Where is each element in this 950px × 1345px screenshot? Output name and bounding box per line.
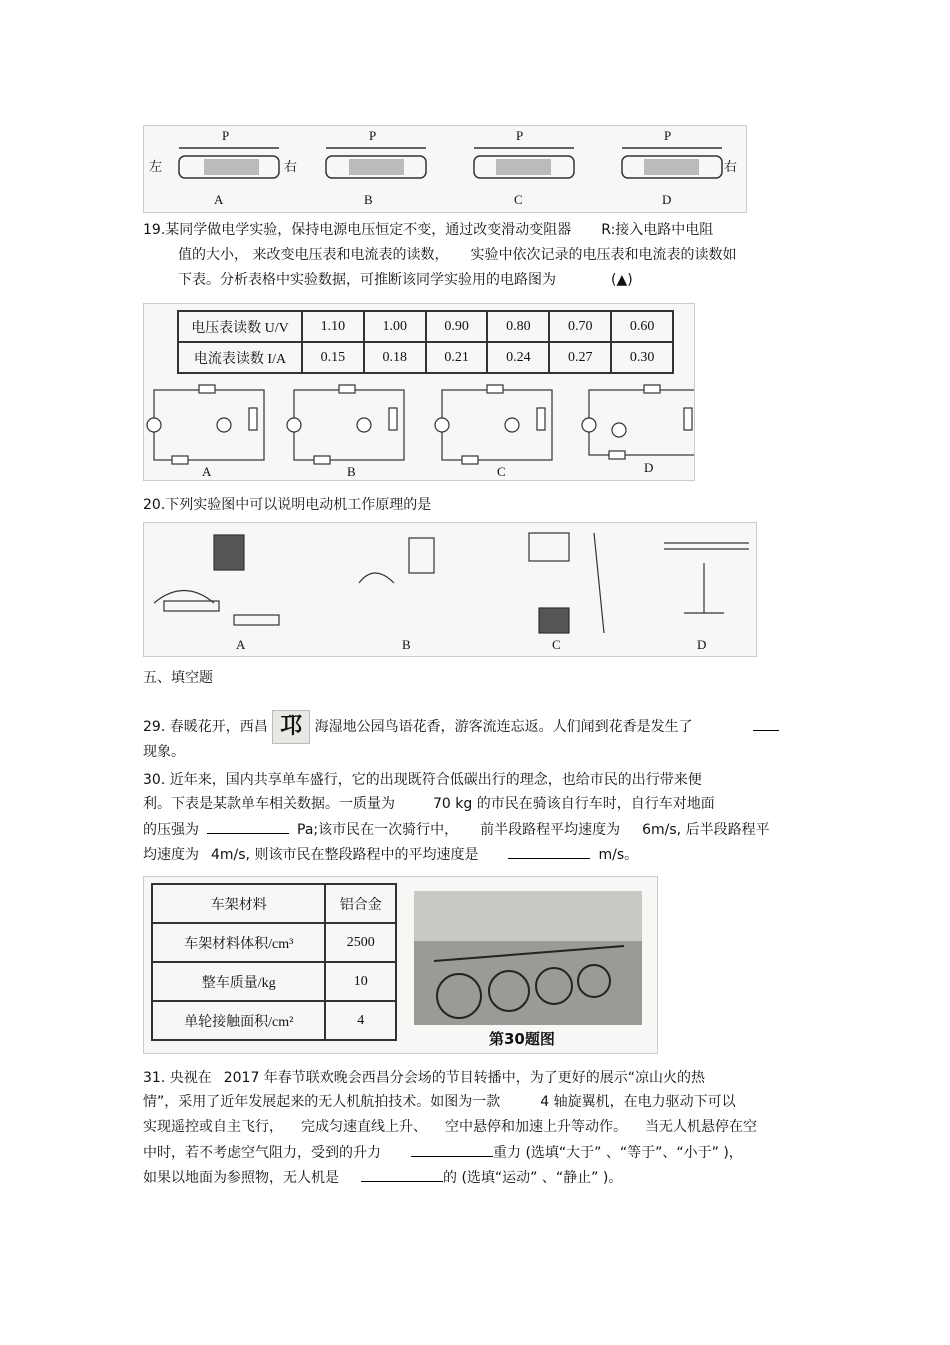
rheostat-drawing (144, 126, 746, 212)
table-cell: 0.21 (426, 342, 488, 373)
q31-line4 (143, 1142, 743, 1163)
q30-line4-c: m/s。 (598, 847, 639, 863)
circuit-c (442, 390, 552, 460)
table-cell: 0.90 (426, 311, 488, 342)
circuit-b (294, 390, 404, 460)
table-cell: 2500 (325, 923, 396, 962)
fig-top-label-b: B (364, 192, 373, 207)
table-cell: 铝合金 (325, 884, 396, 923)
table-cell: 0.27 (549, 342, 611, 373)
q19-data-table (177, 310, 674, 374)
bike-data-table (151, 883, 397, 1041)
q30-line4-a: 均速度为 (143, 847, 199, 863)
circuit-label-d: D (644, 460, 654, 475)
side-right-label: 右 (284, 159, 298, 174)
slider-label-a: P (222, 128, 230, 143)
q31-line3 (143, 1117, 757, 1137)
q30-line3-a: 的压强为 (143, 822, 199, 838)
table-cell: 1.00 (364, 311, 426, 342)
lift-force-blank[interactable] (411, 1142, 493, 1157)
q29-part-a: 29. 春暖花开，西昌 (143, 719, 268, 735)
q30-line2-b: 70 kg 的市民在骑该自行车时，自行车对地面 (433, 796, 715, 812)
q29-line1 (143, 710, 779, 744)
q30-line3-c: 前半段路程平均速度为 (480, 822, 621, 838)
q20-question: 20.下列实验图中可以说明电动机工作原理的是 (143, 497, 432, 513)
fig-top-label-d: D (662, 192, 672, 207)
q20-label-a: A (236, 637, 246, 652)
q31-line4-a: 中时，若不考虑空气阻力，受到的升力 (143, 1145, 381, 1161)
slider-label-c: P (516, 128, 524, 143)
q30-line1: 30. 近年来，国内共享单车盛行，它的出现既符合低碳出行的理念，也给市民的出行带来便 (143, 772, 702, 788)
q20-label-b: B (402, 637, 411, 652)
table-cell: 0.24 (487, 342, 549, 373)
slider-label-d: P (664, 128, 672, 143)
average-speed-blank[interactable] (508, 844, 590, 859)
q30-line3-d: 6m/s, 后半段路程平 (642, 822, 770, 838)
q30-line3 (143, 819, 770, 840)
table-row (178, 342, 673, 373)
circuit-label-a: A (202, 464, 212, 479)
table-cell: 0.70 (549, 311, 611, 342)
table-row (152, 962, 396, 1001)
q19-line2-a: 值的大小， 来改变电压表和电流表的读数， (178, 247, 449, 263)
q30-line2 (143, 794, 715, 814)
table-row (178, 311, 673, 342)
q31-line3-b: 完成匀速直线上升、 (301, 1119, 427, 1135)
circuit-label-b: B (347, 464, 356, 479)
q31-line3-c: 空中悬停和加速上升等动作。 (445, 1119, 627, 1135)
bikes-photo-drawing (414, 891, 642, 1025)
table-cell: 4 (325, 1001, 396, 1040)
fig-top-label-c: C (514, 192, 523, 207)
table-cell: 车架材料体积/cm³ (152, 923, 325, 962)
table-cell: 单轮接触面积/cm² (152, 1001, 325, 1040)
slider-label-b: P (369, 128, 377, 143)
q31-line3-a: 实现遥控或自主飞行， (143, 1119, 283, 1135)
q31-line5-b: 的 (选填“运动” 、“静止” )。 (443, 1170, 623, 1186)
table-cell: 10 (325, 962, 396, 1001)
q30-line2-a: 利。下表是某款单车相关数据。一质量为 (143, 796, 395, 812)
section-title: 五、填空题 (143, 670, 213, 686)
q30-line4 (143, 844, 638, 865)
q19-circuits (144, 380, 694, 480)
circuit-label-c: C (497, 464, 506, 479)
pressure-blank[interactable] (207, 819, 289, 834)
q29-line2: 现象。 (143, 744, 185, 760)
q19-line2-b: 实验中依次记录的电压表和电流表的读数如 (470, 247, 737, 263)
q19-line1-a: 19.某同学做电学实验，保持电源电压恒定不变，通过改变滑动变阻器 (143, 222, 572, 238)
table-cell: 0.15 (302, 342, 364, 373)
q20-label-d: D (697, 637, 707, 652)
q19-line3-b: (▲) (611, 272, 633, 288)
table-row (152, 923, 396, 962)
q31-line5-a: 如果以地面为参照物，无人机是 (143, 1170, 339, 1186)
q31-line1-a: 31. 央视在 (143, 1070, 212, 1086)
table-cell: 0.18 (364, 342, 426, 373)
q31-line2-a: 情”，采用了近年发展起来的无人机航拍技术。如图为一款 (143, 1094, 501, 1110)
motion-state-blank[interactable] (361, 1167, 443, 1182)
q31-line3-d: 当无人机悬停在空 (645, 1119, 757, 1135)
q30-figure (143, 876, 658, 1054)
q30-line3-b: Pa;该市民在一次骑行中， (297, 822, 459, 838)
q19-line3 (178, 270, 633, 290)
table-cell: 1.10 (302, 311, 364, 342)
q29-answer-blank[interactable] (753, 716, 779, 731)
q19-figure (143, 303, 695, 481)
table-cell: 0.80 (487, 311, 549, 342)
table-row (152, 1001, 396, 1040)
table-cell: 电压表读数 U/V (178, 311, 302, 342)
q20-figure (143, 522, 757, 657)
q31-line2-b: 4 轴旋翼机，在电力驱动下可以 (540, 1094, 736, 1110)
q19-line1-b: R:接入电路中电阻 (601, 222, 714, 238)
q19-line2 (178, 245, 736, 265)
table-cell: 电流表读数 I/A (178, 342, 302, 373)
figure-caption: 第30题图 (489, 1030, 555, 1048)
circuit-d (589, 390, 694, 455)
side-right-label-d: 右 (724, 159, 738, 174)
q31-line2 (143, 1092, 736, 1112)
rheostat-figure (143, 125, 747, 213)
bikes-photo (414, 891, 642, 1025)
q20-label-c: C (552, 637, 561, 652)
table-cell: 整车质量/kg (152, 962, 325, 1001)
qiong-char-image: 邛 (272, 710, 310, 744)
circuit-a (154, 390, 264, 460)
table-cell: 车架材料 (152, 884, 325, 923)
table-cell: 0.60 (611, 311, 673, 342)
q31-line1-b: 2017 年春节联欢晚会西昌分会场的节目转播中，为了更好的展示“凉山火的热 (223, 1070, 706, 1086)
q31-line5 (143, 1167, 622, 1188)
table-row (152, 884, 396, 923)
side-left-label: 左 (149, 159, 163, 174)
q29-part-b: 海湿地公园鸟语花香，游客流连忘返。人们闻到花香是发生了 (314, 719, 693, 735)
q31-line4-b: 重力 (选填“大于” 、“等于”、“小于” )， (493, 1145, 743, 1161)
q30-line4-b: 4m/s, 则该市民在整段路程中的平均速度是 (211, 847, 479, 863)
q19-line1 (143, 220, 713, 240)
q19-line3-a: 下表。分析表格中实验数据，可推断该同学实验用的电路图为 (178, 272, 556, 288)
table-cell: 0.30 (611, 342, 673, 373)
fig-top-label-a: A (214, 192, 224, 207)
q31-line1 (143, 1068, 705, 1088)
